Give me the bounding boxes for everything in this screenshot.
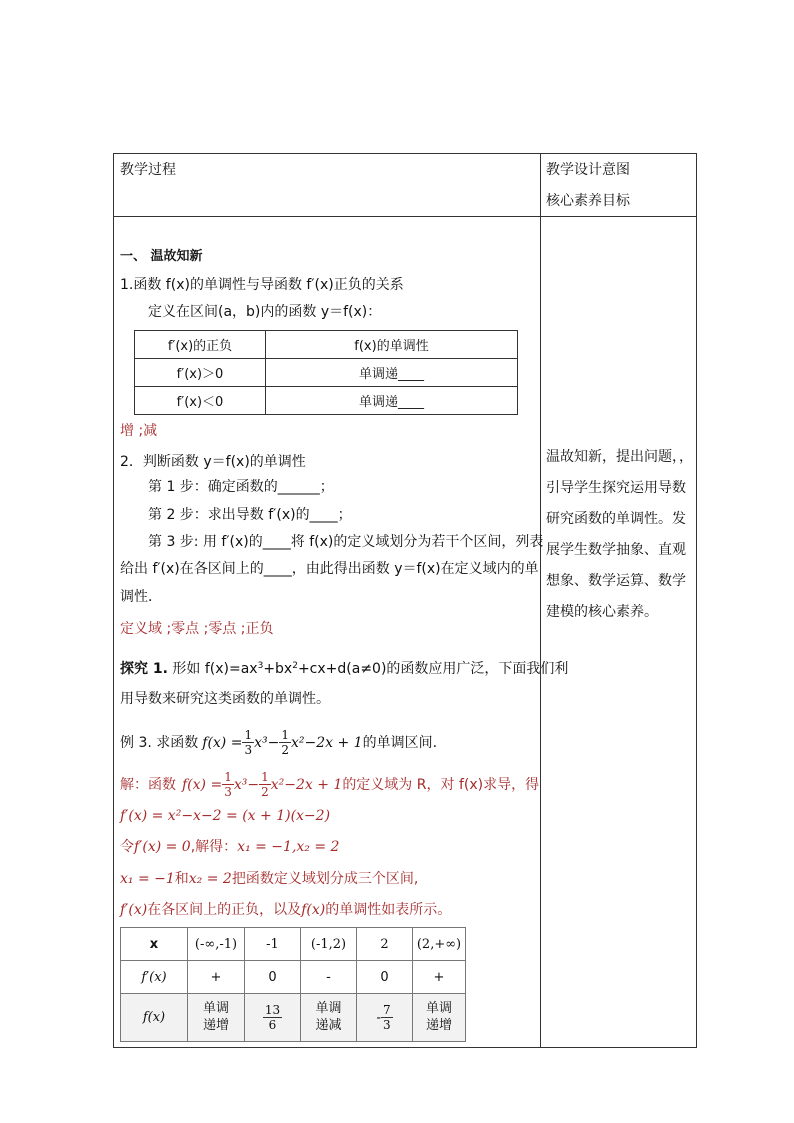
example-prefix: 例 3. 求函数 [120,734,199,751]
solution-l3-b: f′(x) = 0 [134,839,191,855]
explore-text-b: +bx [263,661,293,677]
frac-den: 3 [224,785,232,800]
example-func: f(x) = [202,734,243,751]
definition-line: 定义在区间(a，b)内的函数 y＝f(x)： [148,304,382,320]
solution-l3-d: x₁ = −1,x₂ = 2 [237,839,340,855]
t1-row2-sign: f′(x)＜0 [135,387,266,415]
example-line [120,728,437,758]
t2-f-5 [413,994,466,1042]
t2-x-interval-2: (-1,2) [301,928,357,961]
t2-fprime-1: + [188,961,245,994]
solution-l5-b: 在各区间上的正负，以及 [147,902,302,918]
t2-x-interval-3: (2,+∞) [413,928,466,961]
solution-l1-a: 解：函数 [120,776,176,793]
t2-header-f: f(x) [121,994,188,1042]
header-divider [114,216,696,217]
explore-exp2: 2 [292,661,298,671]
t1-header-mono: f(x)的单调性 [266,331,518,359]
solution-l1-tail: x²−2x + 1 [270,776,343,793]
frac-num: 13 [264,1002,281,1017]
answer-1: 增 ;减 [120,423,158,439]
solution-line2: f′(x) = x²−x−2 = (x + 1)(x−2) [120,808,331,824]
left-header: 教学过程 [120,162,176,178]
section-heading: 一、 温故知新 [120,249,203,264]
solution-l3-c: ,解得： [190,839,238,855]
t2-fprime-4: 0 [357,961,413,994]
t2-fprime-2: 0 [245,961,301,994]
example-suffix: 的单调区间. [362,734,438,751]
t2-fprime-3: - [301,961,357,994]
solution-l3-a: 令 [120,839,134,855]
t2-fprime-5: + [413,961,466,994]
frac-num: 1 [224,770,232,784]
t2-f-4-frac [381,1003,393,1033]
explore-line2: 用导数来研究这类函数的单调性。 [120,691,330,707]
column-divider [540,154,541,1047]
frac-den: 3 [244,743,253,758]
solution-frac1 [222,770,234,800]
solution-l4-b: 和 [174,871,189,887]
example-mid: x³− [254,734,280,751]
frac-den: 2 [261,785,269,800]
t2-f-2-frac [263,1003,282,1033]
step-3-line2: 给出 f′(x)在各区间上的____，由此得出函数 y＝f(x)在定义域内的单 [120,561,539,577]
right-header-2: 核心素养目标 [546,193,630,209]
step-2: 第 2 步：求出导数 f′(x)的____； [148,507,352,523]
solution-line4 [120,872,418,886]
t2-header-x: x [121,928,188,961]
frac-num: 1 [261,770,269,784]
solution-l4-c: x₂ = 2 [188,871,232,887]
solution-l4-d: 把函数定义域划分成三个区间, [231,871,419,887]
solution-frac2 [259,770,271,800]
t2-x-point-2: 2 [357,928,413,961]
t2-header-fprime: f′(x) [121,961,188,994]
explore-line1 [120,662,568,676]
step-1: 第 1 步：确定函数的______； [148,479,334,495]
explore-text-c: +cx+d(a≠0)的函数应用广泛，下面我们利 [297,661,569,677]
frac-den: 2 [281,743,289,758]
step-3-line3: 调性． [120,589,162,605]
explore-label: 探究 1. [120,661,168,677]
t1-row1-sign: f′(x)＞0 [135,359,266,387]
solution-l5-d: 的单调性如表所示。 [325,902,452,918]
explore-exp3: 3 [257,661,264,671]
explore-text-a: 形如 f(x)=ax [167,661,258,677]
example-tail: x²−2x + 1 [290,734,363,751]
solution-l5-c: f(x) [301,902,326,918]
solution-l1-b: 的定义域为 R，对 f(x)求导，得 [342,776,540,793]
design-intent-text: 温故知新，提出问题，，引导学生探究运用导数研究函数的单调性。发展学生数学抽象、直观想象、数学运算、数学建模的核心素养。 [546,449,693,620]
step-3-line1: 第 3 步: 用 f′(x)的____将 f(x)的定义域划分为若干个区间，列表 [148,534,544,550]
solution-line5 [120,903,451,917]
t1-row2-mono: 单调递____ [266,387,518,415]
t2-f-5-text: 单调递增 [425,1001,452,1033]
frac-num: 1 [281,728,289,742]
right-header-1: 教学设计意图 [546,162,630,178]
solution-l1-mid: x³− [233,776,260,793]
frac-num: 7 [383,1002,391,1017]
solution-l5-a: f′(x) [120,902,148,918]
frac-num: 1 [244,728,253,742]
frac-den: 6 [268,1018,277,1032]
t2-f-4-sign: - [376,1010,382,1025]
item2: 2．判断函数 y＝f(x)的单调性 [120,454,306,470]
t2-f-2 [245,994,301,1042]
monotonicity-table [134,330,518,415]
example-frac2 [279,728,291,758]
solution-l1-func: f(x) = [182,776,223,793]
t2-f-1 [188,994,245,1042]
item1: 1.函数 f(x)的单调性与导函数 f′(x)正负的关系 [120,277,404,293]
t2-f-4 [357,994,413,1042]
t2-x-point-1: -1 [245,928,301,961]
solution-line1 [120,770,539,800]
solution-l4-a: x₁ = −1 [120,871,175,887]
t2-f-3 [301,994,357,1042]
t1-header-sign: f′(x)的正负 [135,331,266,359]
t2-x-interval-1: (-∞,-1) [188,928,245,961]
example-frac1 [242,728,254,758]
answer-2: 定义域 ;零点 ;零点 ;正负 [120,621,274,637]
t2-f-3-text: 单调递减 [315,1001,342,1033]
sign-table [120,927,466,1042]
t2-f-1-text: 单调递增 [202,1001,229,1033]
frac-den: 3 [383,1018,391,1032]
solution-line3 [120,840,339,854]
t1-row1-mono: 单调递____ [266,359,518,387]
